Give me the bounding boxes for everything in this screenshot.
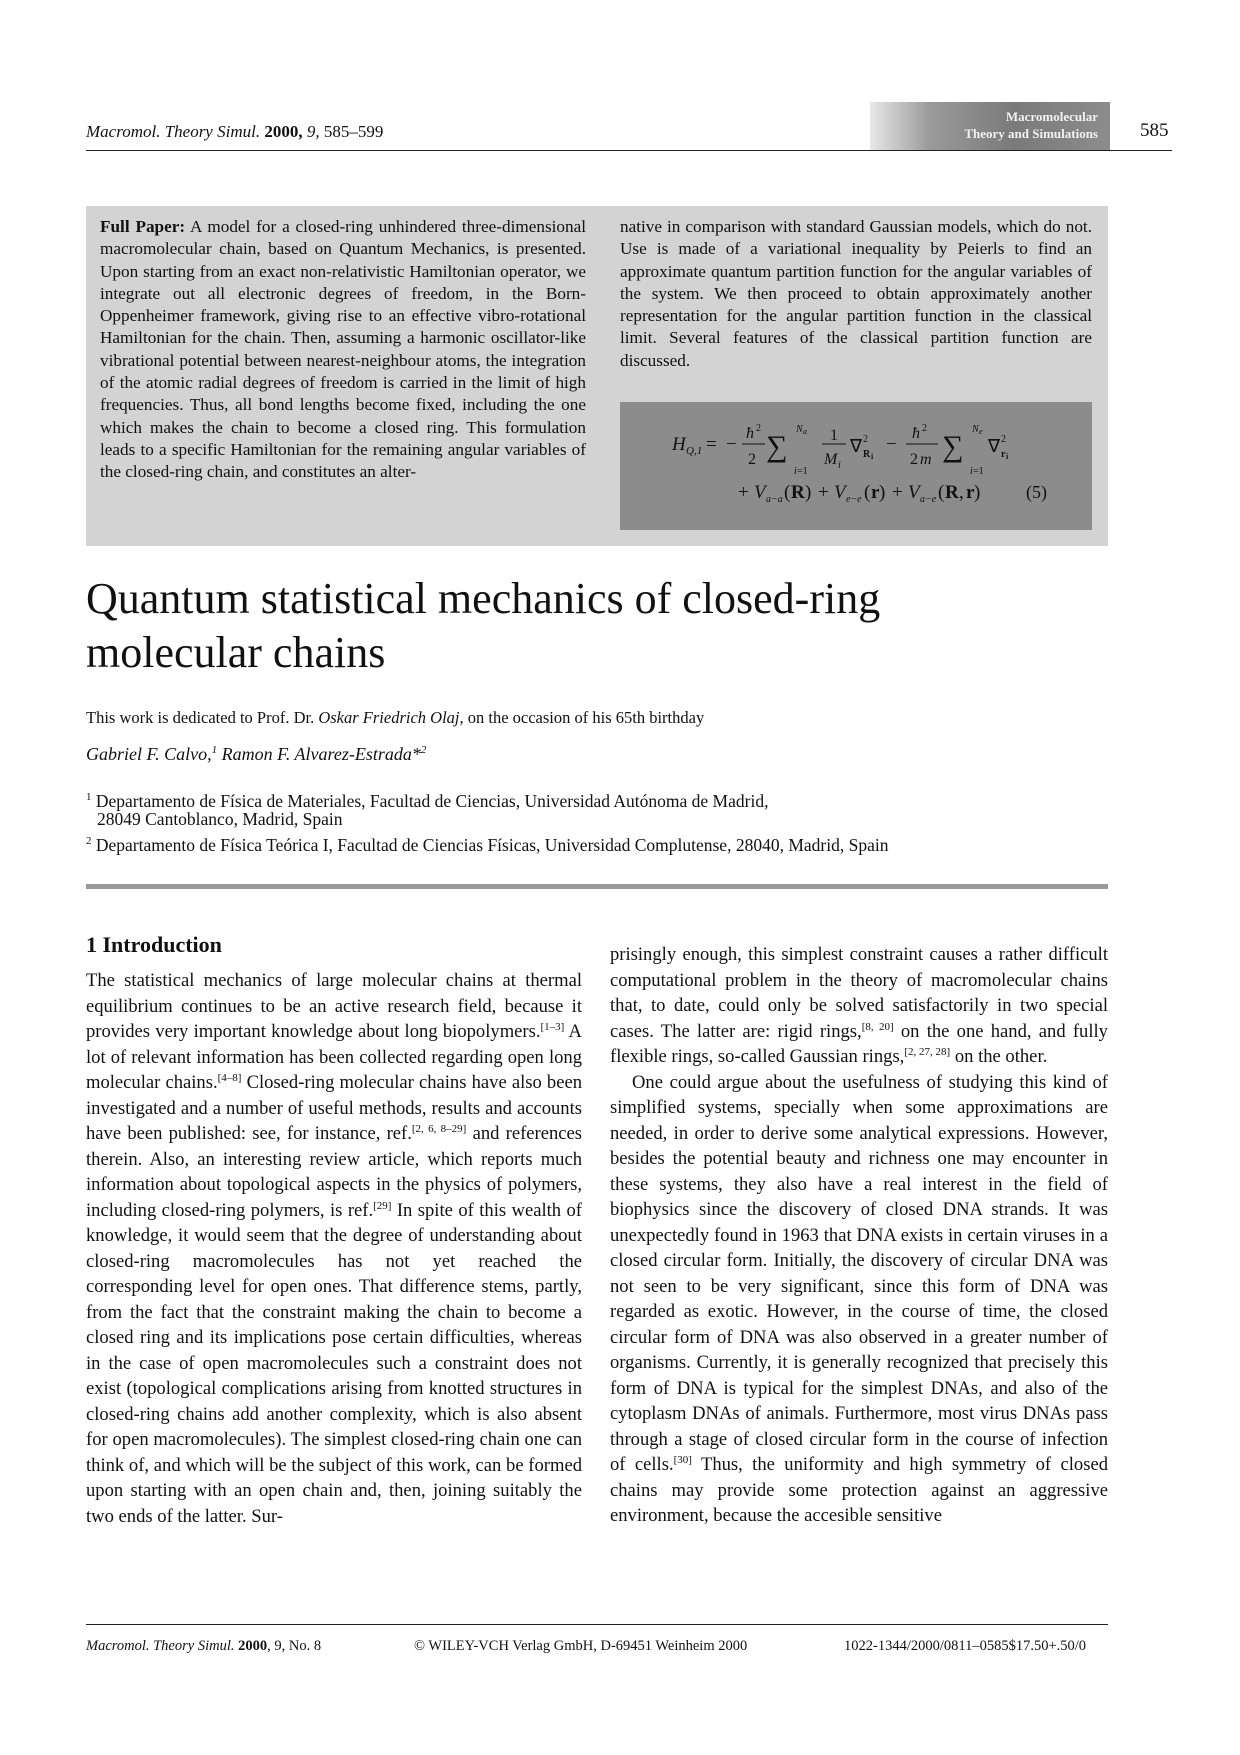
svg-text:R: R [863, 449, 871, 460]
svg-text:V: V [834, 482, 846, 503]
footer-citation: Macromol. Theory Simul. 2000, 9, No. 8 [86, 1638, 322, 1654]
svg-text:i: i [1006, 452, 1009, 461]
svg-text:a−a: a−a [766, 494, 783, 505]
author-1: Gabriel F. Calvo, [86, 744, 212, 764]
abstract-box [86, 206, 1108, 546]
header-journal-name: Macromol. Theory Simul. [86, 122, 261, 141]
citation: [30] [673, 1453, 692, 1466]
svg-text:1: 1 [830, 427, 838, 444]
svg-text:−: − [726, 434, 737, 455]
header-year: 2000, [264, 122, 303, 141]
dedication-post: , on the occasion of his 65th birthday [459, 708, 705, 727]
svg-text:2: 2 [748, 451, 756, 468]
svg-text:(: ( [864, 482, 871, 503]
svg-text:Q,1: Q,1 [686, 445, 703, 457]
citation: [29] [373, 1199, 392, 1212]
section-rule [86, 884, 1108, 889]
svg-text:∇: ∇ [988, 436, 1001, 456]
abstract-left-text: A model for a closed-ring unhindered three-dimensional macromolecular chain, based on Quantum Mechanics, is presented. Upon starting from an exact non-relativistic Hamiltonian operator, we integrate out all electronic degrees of freedom, in the Born-Oppenheimer framework, giving rise to an effective vibro-rotational Hamiltonian for the chain. Then, assuming a harmonic oscillator-like vibrational potential between nearest-neighbour atoms, the integration of the atomic radial degrees of freedom is carried in the limit of high frequencies. Thus, all bond lengths become fixed, including the one which makes the chain to become a closed ring. This formulation leads to a specific Hamiltonian for the remaining angular variables of the closed-ring chain, and constitutes an alter- [100, 217, 586, 482]
footer-copyright: © WILEY-VCH Verlag GmbH, D-69451 Weinheim 2000 [414, 1638, 748, 1654]
svg-text:+: + [818, 482, 829, 503]
body-right-column [610, 942, 1108, 1529]
body-left-column: The statistical mechanics of large molecular chains at thermal equilibrium continues to be an active research field, because it provides very important knowledge about long biopolymers.[1–3] A lot of relevant information has been collected regarding open long molecular chains.[4–8] Closed-ring molecular chains have also been investigated and a number of useful methods, results and accounts have been published: see, for instance, ref.[2, 6, 8–29] and references therein. Also, an interesting review article, which reports much information about topological aspects in the physics of polymers, including closed-ring polymers, is ref.[29] In spite of this wealth of knowledge, it would seem that the degree of understanding about closed-ring macromolecules has not yet reached the corresponding level for open ones. That difference stems, partly, from the fact that the constraint making the chain to become a closed ring and its implications pose certain difficulties, whereas in the case of open macromolecules such a constraint does not exist (topological complications arising from knotted structures in closed-ring chains add another complexity, which is also absent for open macromolecules). The simplest closed-ring chain one can think of, and which will be the subject of this work, can be formed upon starting with an open chain and, then, joining suitably the two ends of the latter. Sur- [86, 970, 583, 1527]
svg-text:N: N [972, 424, 979, 435]
svg-text:r: r [1001, 449, 1006, 460]
svg-text:r: r [871, 482, 880, 503]
svg-text:a−e: a−e [920, 494, 937, 505]
citation: [8, 20] [861, 1020, 894, 1033]
svg-text:e: e [979, 427, 983, 436]
paragraph: prisingly enough, this simplest constraint causes a rather difficult computational problem in the theory of macromolecular chains that, to date, could only be solved satisfactorily in two special cases. The latter are: rigid rings,[8, 20] on the one hand, and fully flexible rings, so-called Gaussian rings,[2, 27, 28] on the other. [610, 944, 1108, 1067]
citation: [2, 6, 8–29] [411, 1122, 467, 1135]
svg-text:a: a [803, 427, 807, 436]
svg-text:2: 2 [922, 423, 927, 434]
svg-text:=: = [706, 434, 717, 455]
page-number: 585 [1140, 120, 1169, 141]
paper-title: Quantum statistical mechanics of closed-ring molecular chains [86, 574, 881, 677]
svg-text:i: i [871, 452, 874, 461]
header-volume: 9, [306, 122, 320, 141]
dedication-pre: This work is dedicated to Prof. Dr. [86, 708, 319, 727]
svg-text:ħ: ħ [746, 425, 754, 442]
svg-text:N: N [796, 424, 803, 435]
svg-text:+: + [892, 482, 903, 503]
svg-text:R: R [791, 482, 805, 503]
dedication [86, 708, 704, 728]
affiliation-1: $^1$ Departamento de Física de Materiales, Facultad de Ciencias, Universidad Autónoma de Madrid, [86, 790, 769, 811]
citation: [4–8] [217, 1071, 242, 1084]
svg-text:): ) [805, 482, 812, 503]
svg-text:,: , [959, 482, 964, 503]
equation-number: (5) [1026, 482, 1047, 502]
dedication-name: Oskar Friedrich Olaj [318, 708, 460, 727]
journal-logo [870, 102, 1110, 150]
header-rule [86, 150, 1172, 151]
svg-text:=1: =1 [973, 466, 984, 477]
abstract-right-column [620, 216, 1092, 372]
logo-line-1: Macromolecular [1005, 109, 1098, 124]
footer-code: 1022-1344/2000/0811–0585$17.50+.50/0 [844, 1638, 1087, 1654]
svg-text:+: + [738, 482, 749, 503]
svg-text:r: r [966, 482, 975, 503]
svg-text:∇: ∇ [850, 436, 863, 456]
svg-text:−: − [886, 434, 897, 455]
svg-text:∑: ∑ [942, 430, 964, 463]
svg-text:H: H [672, 434, 686, 455]
svg-text:ħ: ħ [912, 425, 920, 442]
svg-text:(: ( [784, 482, 791, 503]
svg-text:∑: ∑ [766, 430, 788, 463]
svg-text:V: V [754, 482, 766, 503]
header-pages: 585–599 [323, 122, 384, 141]
svg-text:): ) [879, 482, 886, 503]
author-2-affil: 2 [420, 744, 427, 756]
svg-text:i: i [970, 466, 973, 477]
abstract-right-text: native in comparison with standard Gaussian models, which do not. Use is made of a variational inequality by Peierls to find an approximate quantum partition function for the angular variables of the system. We then proceed to obtain approximately another representation for the angular partition function in the classical limit. Several features of the classical partition function are discussed. [620, 217, 1092, 370]
abstract-left-column [100, 216, 586, 484]
author-1-affil: 1 [211, 744, 218, 756]
svg-text:): ) [974, 482, 981, 503]
hamiltonian-equation [620, 402, 1092, 530]
abstract-label: Full Paper: [100, 217, 186, 236]
svg-text:2: 2 [1001, 434, 1006, 445]
svg-text:(: ( [938, 482, 945, 503]
svg-text:m: m [920, 451, 932, 468]
paragraph: One could argue about the usefulness of studying this kind of simplified systems, specially when some approximations are needed, in order to derive some analytical expressions. However, besides the potential beauty and richness one may encounter in these systems, they also have a real interest in the field of biophysics since the discovery of closed DNA strands. It was unexpectedly found in 1963 that DNA exists in certain viruses in a closed circular form. Initially, the discovery of circular DNA was not seen to be very significant, since this form of DNA was regarded as exotic. However, in the course of time, the closed circular form of DNA was also observed in a greater number of organisms. Currently, it is generally recognized that precisely this form of DNA is typical for the simplest DNAs, and also of the cytoplasm DNAs of animals. Furthermore, most virus DNAs pass through a stage of closed circular form in the course of infection of cells.[30] Thus, the uniformity and high symmetry of closed chains may provide some protection against an aggressive environment, because the accesible sensitive [610, 1071, 1108, 1526]
svg-text:V: V [908, 482, 920, 503]
svg-text:i: i [794, 466, 797, 477]
running-header-citation [86, 122, 383, 142]
authors [86, 744, 426, 765]
svg-text:2: 2 [756, 423, 761, 434]
svg-text:M: M [824, 451, 838, 468]
svg-text:e−e: e−e [846, 494, 862, 505]
affiliation-2: $^2$ Departamento de Física Teórica I, Facultad de Ciencias Físicas, Universidad Complutense, 28040, Madrid, Spain [86, 834, 889, 855]
svg-text:=1: =1 [797, 466, 808, 477]
logo-line-2: Theory and Simulations [964, 126, 1098, 141]
citation: [2, 27, 28] [904, 1045, 951, 1058]
affiliation-1-line-2: 28049 Cantoblanco, Madrid, Spain [97, 809, 343, 829]
svg-text:2: 2 [910, 451, 918, 468]
footer-rule [86, 1624, 1108, 1625]
author-2: Ramon F. Alvarez-Estrada* [221, 744, 421, 764]
section-heading: 1 Introduction [86, 932, 222, 957]
citation: [1–3] [540, 1020, 565, 1033]
svg-text:2: 2 [863, 434, 868, 445]
svg-text:i: i [838, 460, 841, 471]
svg-text:R: R [945, 482, 959, 503]
